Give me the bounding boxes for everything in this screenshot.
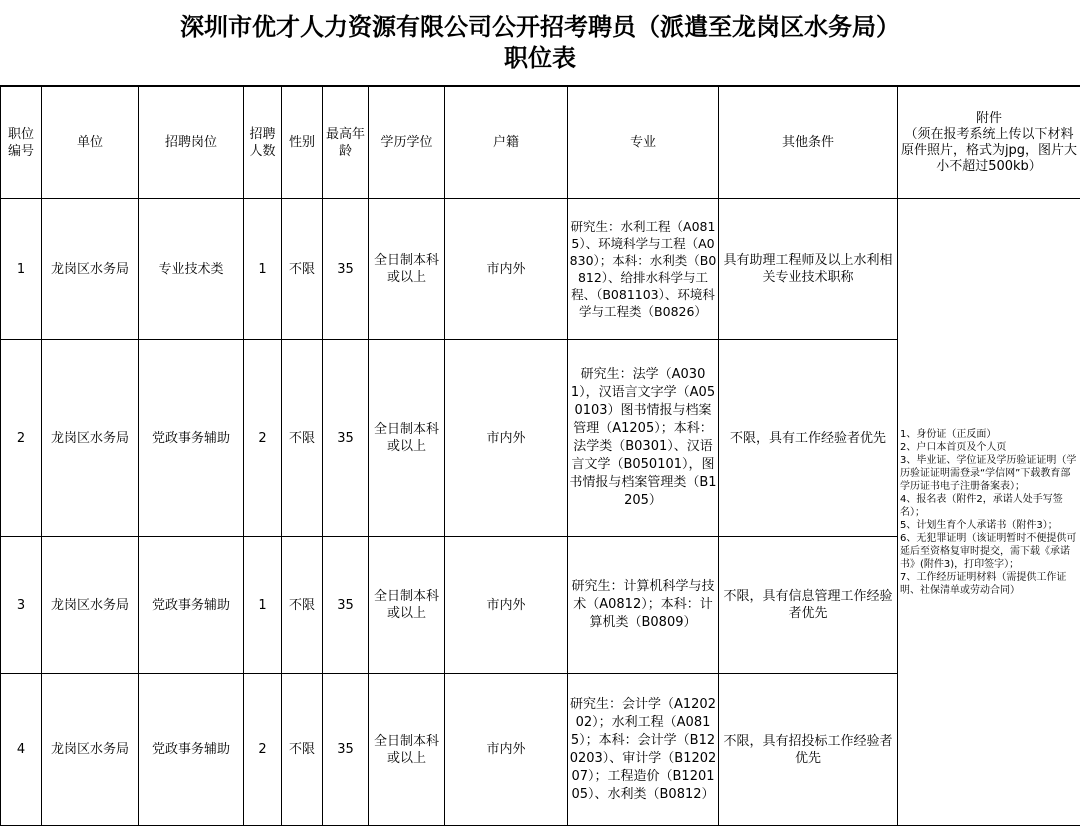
cell-unit: 龙岗区水务局 [42, 674, 139, 826]
header-attachment-note: （须在报考系统上传以下材料原件照片，格式为jpg，图片大小不超过500kb） [900, 126, 1078, 174]
cell-education: 全日制本科或以上 [369, 537, 445, 674]
cell-hukou: 市内外 [445, 340, 568, 537]
header-education: 学历学位 [369, 87, 445, 199]
cell-age: 35 [323, 340, 369, 537]
table-header-row [1, 87, 1080, 199]
cell-hukou: 市内外 [445, 199, 568, 340]
cell-major: 研究生：法学（A0301），汉语言文字学（A050103）图书情报与档案管理（A1205）；本科：法学类（B0301）、汉语言文学（B050101），图书情报与档案管理类（B1205） [568, 340, 719, 537]
cell-hukou: 市内外 [445, 537, 568, 674]
list-item: 5、计划生育个人承诺书（附件3）； [900, 519, 1058, 531]
cell-code: 4 [1, 674, 42, 826]
cell-major: 研究生：计算机科学与技术（A0812）；本科：计算机类（B0809） [568, 537, 719, 674]
page-title: 深圳市优才人力资源有限公司公开招考聘员（派遣至龙岗区水务局） [180, 12, 900, 41]
cell-count: 2 [244, 340, 282, 537]
list-item: 3、毕业证、学位证及学历验证证明（学历验证证明需登录“学信网”下载教育部学历证书电子注册备案表）； [900, 454, 1077, 492]
attachment-list [900, 428, 1078, 597]
header-major: 专业 [568, 87, 719, 199]
cell-code: 3 [1, 537, 42, 674]
header-position: 招聘岗位 [139, 87, 244, 199]
header-count: 招聘人数 [244, 87, 282, 199]
cell-position: 专业技术类 [139, 199, 244, 340]
document-title-area [0, 0, 1080, 86]
cell-major: 研究生：会计学（A120202）；水利工程（A0815）；本科：会计学（B120203）、审计学（B120207）；工程造价（B120105）、水利类（B0812） [568, 674, 719, 826]
cell-gender: 不限 [282, 674, 323, 826]
cell-count: 1 [244, 537, 282, 674]
header-other: 其他条件 [719, 87, 898, 199]
table-row [1, 199, 1080, 340]
cell-count: 1 [244, 199, 282, 340]
cell-age: 35 [323, 674, 369, 826]
cell-position: 党政事务辅助 [139, 674, 244, 826]
cell-age: 35 [323, 199, 369, 340]
cell-hukou: 市内外 [445, 674, 568, 826]
cell-education: 全日制本科或以上 [369, 340, 445, 537]
cell-gender: 不限 [282, 199, 323, 340]
list-item: 4、报名表（附件2，承诺人处手写签名）； [900, 493, 1063, 518]
cell-unit: 龙岗区水务局 [42, 537, 139, 674]
cell-age: 35 [323, 537, 369, 674]
cell-code: 1 [1, 199, 42, 340]
header-attachment-title: 附件 [975, 110, 1002, 126]
list-item: 6、无犯罪证明（该证明暂时不便提供可延后至资格复审时提交，需下载《承诺书》(附件3)，打印签字）； [900, 532, 1077, 570]
cell-other: 不限，具有招投标工作经验者优先 [719, 674, 898, 826]
cell-unit: 龙岗区水务局 [42, 340, 139, 537]
cell-other: 不限，具有信息管理工作经验者优先 [719, 537, 898, 674]
page-subtitle: 职位表 [504, 43, 576, 72]
header-unit: 单位 [42, 87, 139, 199]
header-hukou: 户籍 [445, 87, 568, 199]
cell-position: 党政事务辅助 [139, 340, 244, 537]
list-item: 2、户口本首页及个人页 [900, 441, 1007, 453]
cell-unit: 龙岗区水务局 [42, 199, 139, 340]
cell-position: 党政事务辅助 [139, 537, 244, 674]
header-age: 最高年龄 [323, 87, 369, 199]
header-gender: 性别 [282, 87, 323, 199]
cell-gender: 不限 [282, 340, 323, 537]
cell-code: 2 [1, 340, 42, 537]
positions-table [0, 86, 1080, 826]
list-item: 7、工作经历证明材料（需提供工作证明、社保清单或劳动合同） [900, 571, 1067, 596]
cell-other: 不限，具有工作经验者优先 [719, 340, 898, 537]
cell-major: 研究生：水利工程（A0815）、环境科学与工程（A0830）；本科：水利类（B0812）、给排水科学与工程、（B081103）、环境科学与工程类（B0826） [568, 199, 719, 340]
cell-gender: 不限 [282, 537, 323, 674]
header-attachment [898, 87, 1080, 199]
cell-other: 具有助理工程师及以上水利相关专业技术职称 [719, 199, 898, 340]
cell-count: 2 [244, 674, 282, 826]
cell-attachments [898, 199, 1080, 826]
cell-education: 全日制本科或以上 [369, 199, 445, 340]
list-item: 1、身份证（正反面） [900, 428, 997, 440]
header-code: 职位编号 [1, 87, 42, 199]
cell-education: 全日制本科或以上 [369, 674, 445, 826]
